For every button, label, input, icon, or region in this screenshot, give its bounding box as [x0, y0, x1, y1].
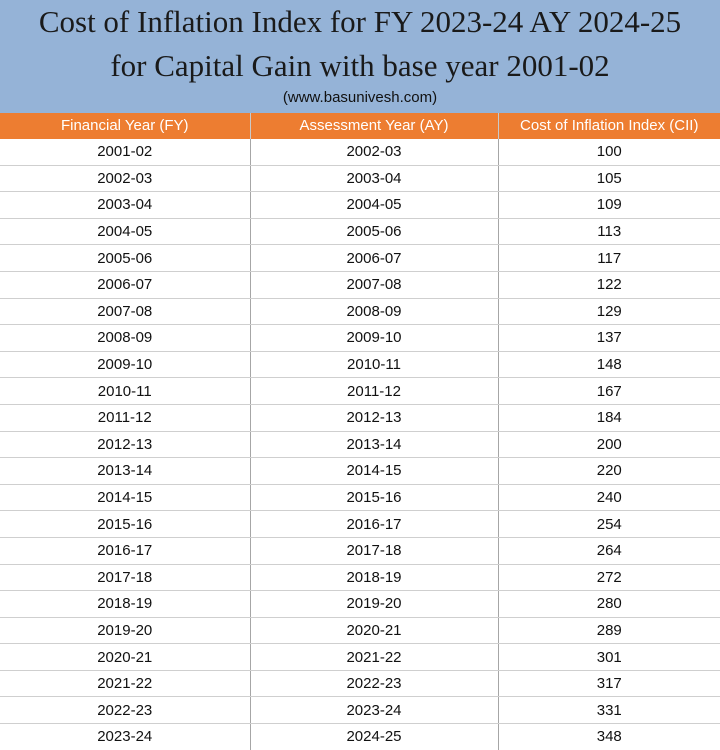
cell-assessment-year: 2007-08 — [250, 271, 498, 298]
table-row — [0, 298, 720, 325]
cell-assessment-year: 2020-21 — [250, 617, 498, 644]
table-row — [0, 697, 720, 724]
table-row — [0, 511, 720, 538]
cell-financial-year: 2015-16 — [0, 511, 250, 538]
column-header-ay: Assessment Year (AY) — [250, 113, 498, 139]
cell-financial-year: 2005-06 — [0, 245, 250, 272]
column-header-cii: Cost of Inflation Index (CII) — [498, 113, 720, 139]
table-row — [0, 218, 720, 245]
cell-cii-value: 137 — [498, 325, 720, 352]
column-header-fy: Financial Year (FY) — [0, 113, 250, 139]
cell-financial-year: 2018-19 — [0, 591, 250, 618]
table-row — [0, 192, 720, 219]
cell-assessment-year: 2017-18 — [250, 537, 498, 564]
cell-financial-year: 2023-24 — [0, 724, 250, 750]
table-row — [0, 458, 720, 485]
table-row — [0, 591, 720, 618]
cell-assessment-year: 2010-11 — [250, 351, 498, 378]
table-body — [0, 139, 720, 750]
cell-assessment-year: 2008-09 — [250, 298, 498, 325]
cell-cii-value: 113 — [498, 218, 720, 245]
table-row — [0, 139, 720, 165]
cell-financial-year: 2017-18 — [0, 564, 250, 591]
cell-cii-value: 117 — [498, 245, 720, 272]
cell-assessment-year: 2021-22 — [250, 644, 498, 671]
cell-assessment-year: 2012-13 — [250, 404, 498, 431]
cell-assessment-year: 2022-23 — [250, 670, 498, 697]
cell-cii-value: 289 — [498, 617, 720, 644]
cell-financial-year: 2020-21 — [0, 644, 250, 671]
cell-assessment-year: 2024-25 — [250, 724, 498, 750]
table-row — [0, 484, 720, 511]
table-row — [0, 670, 720, 697]
cell-assessment-year: 2002-03 — [250, 139, 498, 165]
cell-cii-value: 331 — [498, 697, 720, 724]
table-row — [0, 431, 720, 458]
page-title-line-1: Cost of Inflation Index for FY 2023-24 AY 2024-25 — [38, 4, 682, 39]
cell-financial-year: 2012-13 — [0, 431, 250, 458]
cell-financial-year: 2010-11 — [0, 378, 250, 405]
cell-assessment-year: 2003-04 — [250, 165, 498, 192]
cell-assessment-year: 2004-05 — [250, 192, 498, 219]
cell-financial-year: 2019-20 — [0, 617, 250, 644]
table-row — [0, 245, 720, 272]
cell-cii-value: 167 — [498, 378, 720, 405]
cell-cii-value: 240 — [498, 484, 720, 511]
cell-cii-value: 105 — [498, 165, 720, 192]
cell-financial-year: 2008-09 — [0, 325, 250, 352]
cell-assessment-year: 2005-06 — [250, 218, 498, 245]
cell-assessment-year: 2013-14 — [250, 431, 498, 458]
cell-cii-value: 264 — [498, 537, 720, 564]
cell-cii-value: 109 — [498, 192, 720, 219]
table-row — [0, 537, 720, 564]
cell-assessment-year: 2023-24 — [250, 697, 498, 724]
cell-financial-year: 2016-17 — [0, 537, 250, 564]
table-row — [0, 271, 720, 298]
title-banner — [0, 0, 720, 113]
cell-cii-value: 317 — [498, 670, 720, 697]
table-row — [0, 564, 720, 591]
cii-table — [0, 113, 720, 750]
cell-assessment-year: 2009-10 — [250, 325, 498, 352]
cell-financial-year: 2014-15 — [0, 484, 250, 511]
source-url: (www.basunivesh.com) — [282, 89, 438, 106]
cell-cii-value: 148 — [498, 351, 720, 378]
table-row — [0, 351, 720, 378]
cell-assessment-year: 2018-19 — [250, 564, 498, 591]
cell-financial-year: 2022-23 — [0, 697, 250, 724]
page-title-line-2: for Capital Gain with base year 2001-02 — [110, 48, 610, 83]
cell-cii-value: 220 — [498, 458, 720, 485]
cell-assessment-year: 2015-16 — [250, 484, 498, 511]
cell-assessment-year: 2011-12 — [250, 378, 498, 405]
cell-financial-year: 2013-14 — [0, 458, 250, 485]
cell-cii-value: 348 — [596, 728, 622, 746]
cell-cii-value: 200 — [498, 431, 720, 458]
cell-assessment-year: 2016-17 — [250, 511, 498, 538]
cell-assessment-year: 2006-07 — [250, 245, 498, 272]
cell-financial-year: 2001-02 — [0, 139, 250, 165]
cell-financial-year: 2006-07 — [0, 271, 250, 298]
cell-financial-year: 2021-22 — [0, 670, 250, 697]
table-row — [0, 644, 720, 671]
cell-cii-value: 280 — [498, 591, 720, 618]
cell-assessment-year: 2019-20 — [250, 591, 498, 618]
cell-cii-value: 100 — [498, 139, 720, 165]
table-row — [0, 404, 720, 431]
cell-financial-year: 2011-12 — [0, 404, 250, 431]
table-row — [0, 165, 720, 192]
table-row — [0, 724, 720, 750]
table-row — [0, 325, 720, 352]
cell-cii-value: 254 — [498, 511, 720, 538]
cell-cii-value: 184 — [498, 404, 720, 431]
table-header-row — [0, 113, 720, 139]
cell-cii-value: 122 — [498, 271, 720, 298]
table-row — [0, 617, 720, 644]
cell-financial-year: 2004-05 — [0, 218, 250, 245]
cell-financial-year: 2007-08 — [0, 298, 250, 325]
cell-cii-value: 301 — [498, 644, 720, 671]
cell-financial-year: 2009-10 — [0, 351, 250, 378]
cell-assessment-year: 2014-15 — [250, 458, 498, 485]
cell-financial-year: 2002-03 — [0, 165, 250, 192]
cell-financial-year: 2003-04 — [0, 192, 250, 219]
table-row — [0, 378, 720, 405]
cell-cii-value: 129 — [498, 298, 720, 325]
cell-cii-value: 272 — [498, 564, 720, 591]
